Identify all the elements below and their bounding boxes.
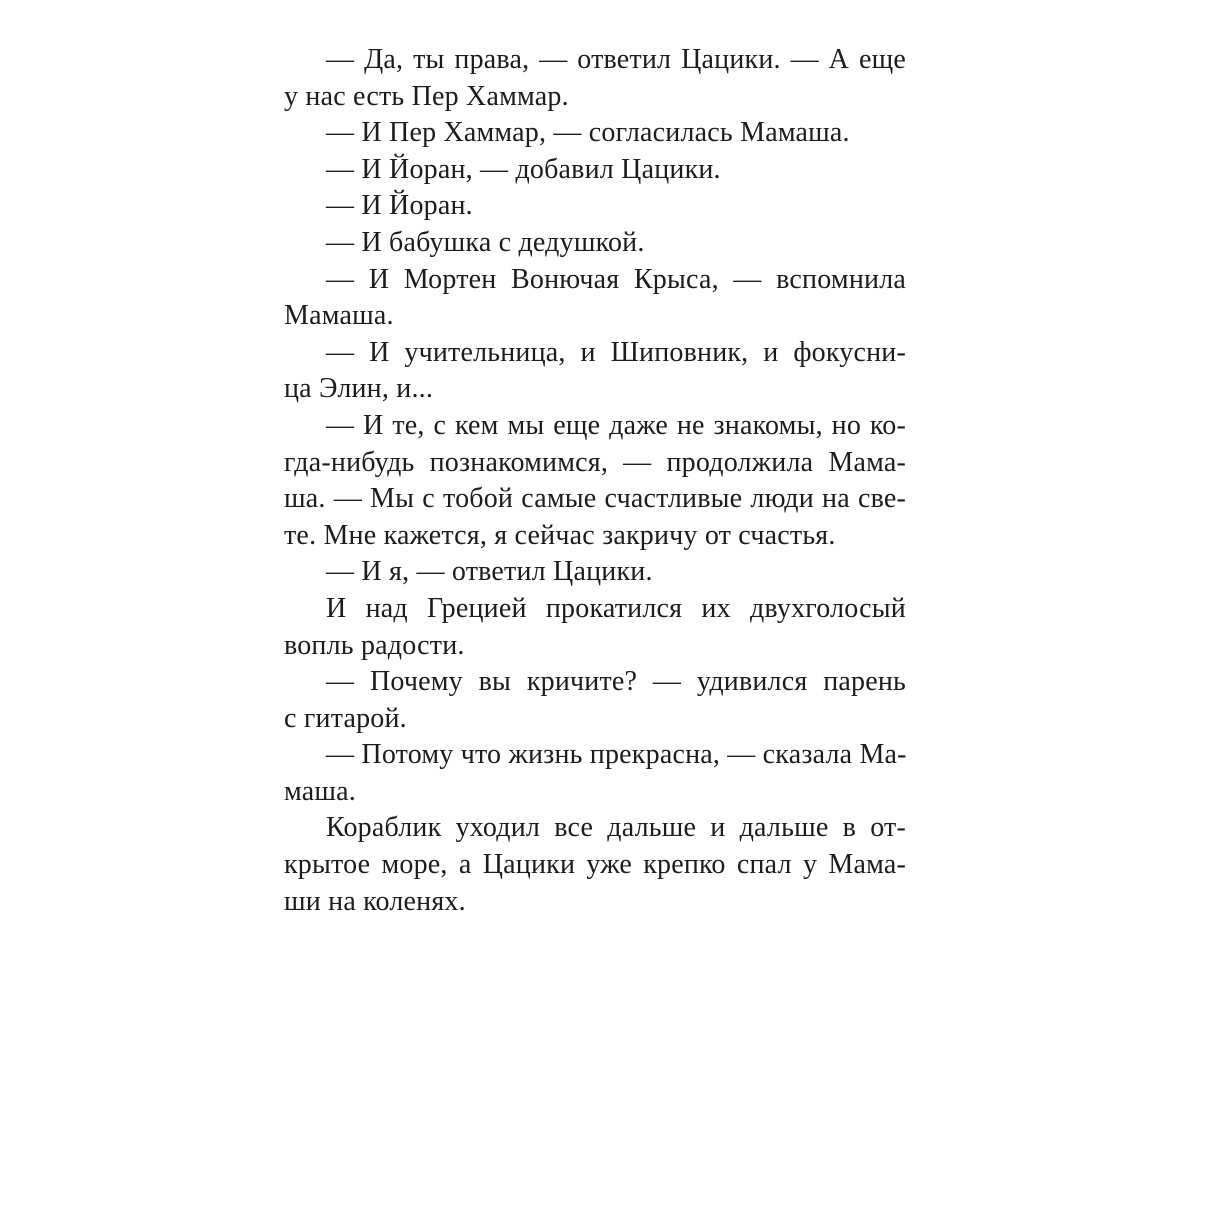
text-line: ша. — Мы с тобой самые счастливые люди на све-	[284, 483, 906, 515]
text-line: — И Йоран, — добавил Цацики.	[326, 153, 721, 185]
text-line: — И я, — ответил Цацики.	[326, 556, 653, 588]
text-line: Мамаша.	[284, 300, 394, 332]
text-line: крытое море, а Цацики уже крепко спал у Мама-	[284, 849, 906, 881]
text-line: И над Грецией прокатился их двухголосый	[326, 592, 906, 624]
text-line: — И бабушка с дедушкой.	[326, 226, 645, 258]
text-line: — И учительница, и Шиповник, и фокусни-	[326, 336, 906, 368]
text-line: с гитарой.	[284, 702, 407, 734]
text-line: — И те, с кем мы еще даже не знакомы, но ко-	[326, 409, 906, 441]
text-line: маша.	[284, 775, 356, 807]
text-line: — И Мортен Вонючая Крыса, — вспомнила	[326, 263, 906, 295]
text-line: те. Мне кажется, я сейчас закричу от счастья.	[284, 519, 836, 551]
text-line: ши на коленях.	[284, 885, 466, 917]
text-line: гда-нибудь познакомимся, — продолжила Мама-	[284, 446, 906, 478]
text-line: Кораблик уходил все дальше и дальше в от-	[326, 812, 906, 844]
text-line: — Почему вы кричите? — удивился парень	[326, 666, 906, 698]
text-line: у нас есть Пер Хаммар.	[284, 80, 569, 112]
page-body-text	[284, 42, 906, 920]
text-line: ца Элин, и...	[284, 373, 434, 405]
text-line: вопль радости.	[284, 629, 465, 661]
text-line: — Потому что жизнь прекрасна, — сказала Ма-	[326, 739, 907, 771]
text-line: — И Пер Хаммар, — согласилась Мамаша.	[326, 117, 850, 149]
text-line: — Да, ты права, — ответил Цацики. — А еще	[326, 44, 906, 75]
text-line: — И Йоран.	[326, 190, 473, 222]
